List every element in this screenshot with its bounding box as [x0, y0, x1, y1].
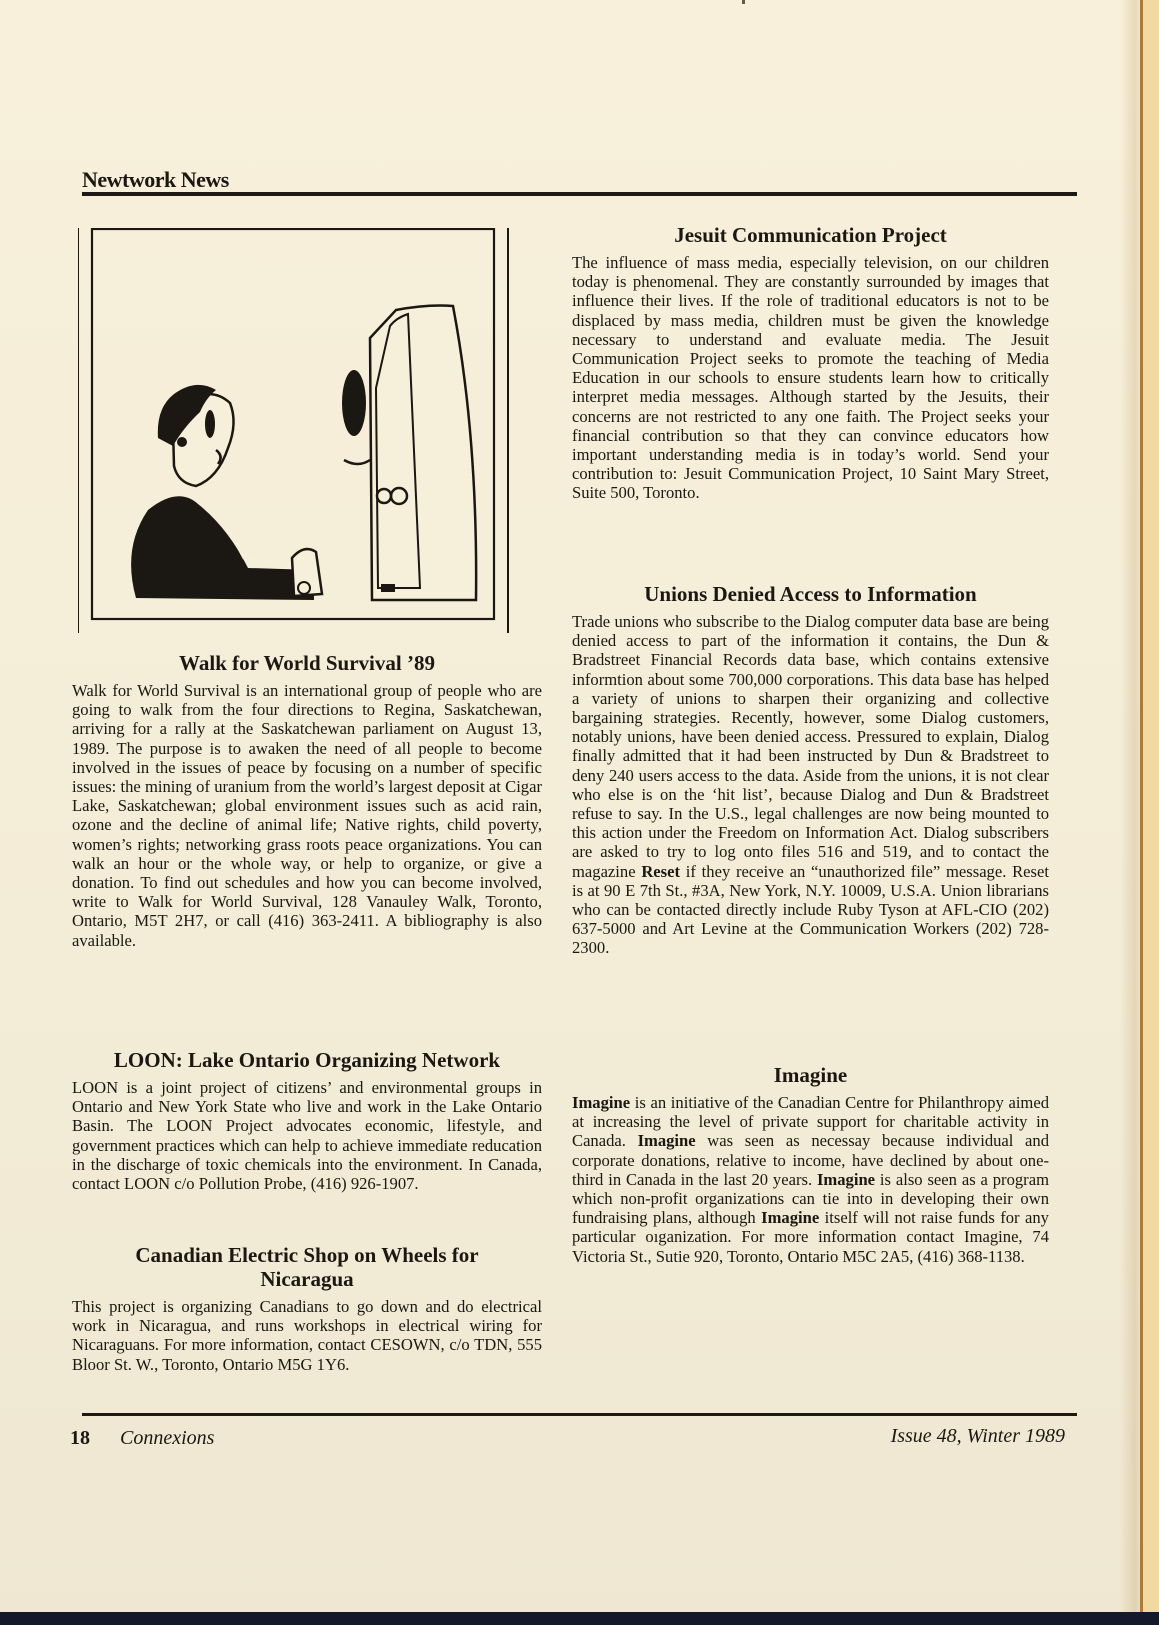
- body-text: was seen as necessay because individual and corporate donations, relative to income, have declined by about one-third in Canada in the last 20 years.: [572, 1131, 1049, 1189]
- article-title: LOON: Lake Ontario Organizing Network: [113, 1048, 501, 1072]
- article-walk-for-world-survival: [72, 651, 542, 950]
- issue-info: Issue 48, Winter 1989: [890, 1425, 1065, 1447]
- print-mark: [742, 0, 745, 4]
- article-title: Imagine: [773, 1063, 848, 1087]
- cartoon-boy-computer-icon: [78, 228, 510, 640]
- article-imagine: [572, 1063, 1049, 1266]
- article-body: Walk for World Survival is an international group of people who are going to walk from the four directions to Regina, Saskatchewan, arriving for a rally at the Saskatchewan parliament on August 13, 1989. The purpose is to awaken the need of all people to become involved in the issues of peace by focusing on a number of specific issues: the mining of uranium from the world’s largest deposit at Cigar Lake, Saskatchewan; global environment issues such as acid rain, ozone and the decline of animal life; Native rights, child poverty, women’s rights; networking grass roots peace organizations. You can walk an hour or the whole way, or help to organize, or give a donation. To find out schedules and how you can become involved, write to Walk for World Survival, 128 Vanauley Walk, Toronto, Ontario, M5T 2H7, or call (416) 363-2411. A bibliography is also available.: [72, 681, 542, 950]
- article-unions-denied-access: [572, 582, 1049, 958]
- body-text: if they receive an “unauthorized file” message. Reset is at 90 E 7th St., #3A, New York, N.Y. 10009, U.S.A. Union librarians who can be contacted directly include Ruby Tyson at AFL-CIO (202) 637-5000 and Art Levine at the Communication Workers (202) 728-2300.: [572, 861, 1049, 958]
- program-name: Imagine: [816, 1169, 876, 1189]
- page-number: 18: [70, 1427, 90, 1449]
- magazine-name-reset: Reset: [641, 861, 681, 881]
- adjacent-page-strip: [1143, 0, 1159, 1625]
- body-text: is an initiative of the Canadian Centre for Philanthropy aimed at increasing the level of private support for charitable activity in Canada.: [572, 1093, 1050, 1151]
- article-title: Jesuit Communication Project: [674, 223, 947, 247]
- article-loon: [72, 1048, 542, 1193]
- article-title: Walk for World Survival ’89: [179, 651, 435, 675]
- body-text: itself will not raise funds for any particular oıganization. For more information contact Imagine, 74 Victoria St., Sutie 920, Toronto, Ontario M5C 2A5, (416) 368-1138.: [572, 1208, 1049, 1266]
- article-title: Unions Denied Access to Information: [644, 582, 977, 606]
- article-body: The influence of mass media, especially television, on our children today is phenomenal. They are constantly surrounded by images that influence their lives. If the role of traditional educators is not to be displaced by mass media, children must be given the knowledge necessary to understand and evaluate media. The Jesuit Communication Project seeks to promote the teaching of Media Education in our schools to ensure students learn how to critically interpret media messages. Although started by the Jesuits, their concerns are not restricted to any one faith. The Project seeks your financial contribution so that they can convince educators how important understanding media is in today’s world. Send your contribution to: Jesuit Communication Project, 10 Saint Mary Street, Suite 500, Toronto.: [572, 253, 1049, 503]
- program-name: Imagine: [572, 1093, 631, 1112]
- header-rule: [82, 192, 1077, 196]
- article-body: [572, 612, 1049, 958]
- program-name: Imagine: [761, 1208, 820, 1228]
- article-canadian-electric-shop: [72, 1243, 542, 1374]
- scan-bottom-edge: [0, 1612, 1159, 1625]
- cartoon-illustration: [78, 228, 510, 640]
- article-title: Canadian Electric Shop on Wheels for Nicaragua: [135, 1243, 479, 1291]
- magazine-name: Connexions: [120, 1427, 215, 1449]
- program-name: Imagine: [637, 1131, 696, 1151]
- article-jesuit-communication-project: [572, 223, 1049, 503]
- body-text: Trade unions who subscribe to the Dialog computer data base are being denied access to part of the information it contains, the Dun & Bradstreet Financial Records data base, which contains extensive informtion about some 700,000 corporations. This data base has helped a variety of unions to sharpen their organizing and collective bargaining strategies. Recently, however, some Dialog customers, notably unions, have been denied access. Pressured to explain, Dialog finally admitted that it had been instructed by Dun & Bradstreet to deny 240 users access to the data. Aside from the unions, it is not clear who else is on the ‘hit list’, because Dialog and Dun & Bradstreet refuse to say. In the U.S., legal challenges are now being mounted to this action under the Freedom on Information Act. Dialog subscribers are asked to try to log onto files 516 and 519, and to contact the magazine: [572, 612, 1049, 881]
- article-body: LOON is a joint project of citizens’ and environmental groups in Ontario and New York State who live and work in the Lake Ontario Basin. The LOON Project advocates economic, lifestyle, and government practices which can help to achieve immediate reducation in the discharge of toxic chemicals into the environment. In Canada, contact LOON c/o Pollution Probe, (416) 926-1907.: [72, 1078, 542, 1194]
- section-title: Newtwork News: [82, 167, 229, 192]
- article-body: [572, 1093, 1049, 1266]
- article-body: This project is organizing Canadians to go down and do electrical work in Nicaragua, and runs workshops in electrical wiring for Nicaraguans. For more information, contact CESOWN, c/o TDN, 555 Bloor St. W., Toronto, Ontario M5G 1Y6.: [72, 1297, 542, 1374]
- footer-rule: [82, 1413, 1077, 1416]
- body-text: is also seen as a program which non-profit organizations can tie into in developing their own fundraising plans, although: [572, 1169, 1049, 1228]
